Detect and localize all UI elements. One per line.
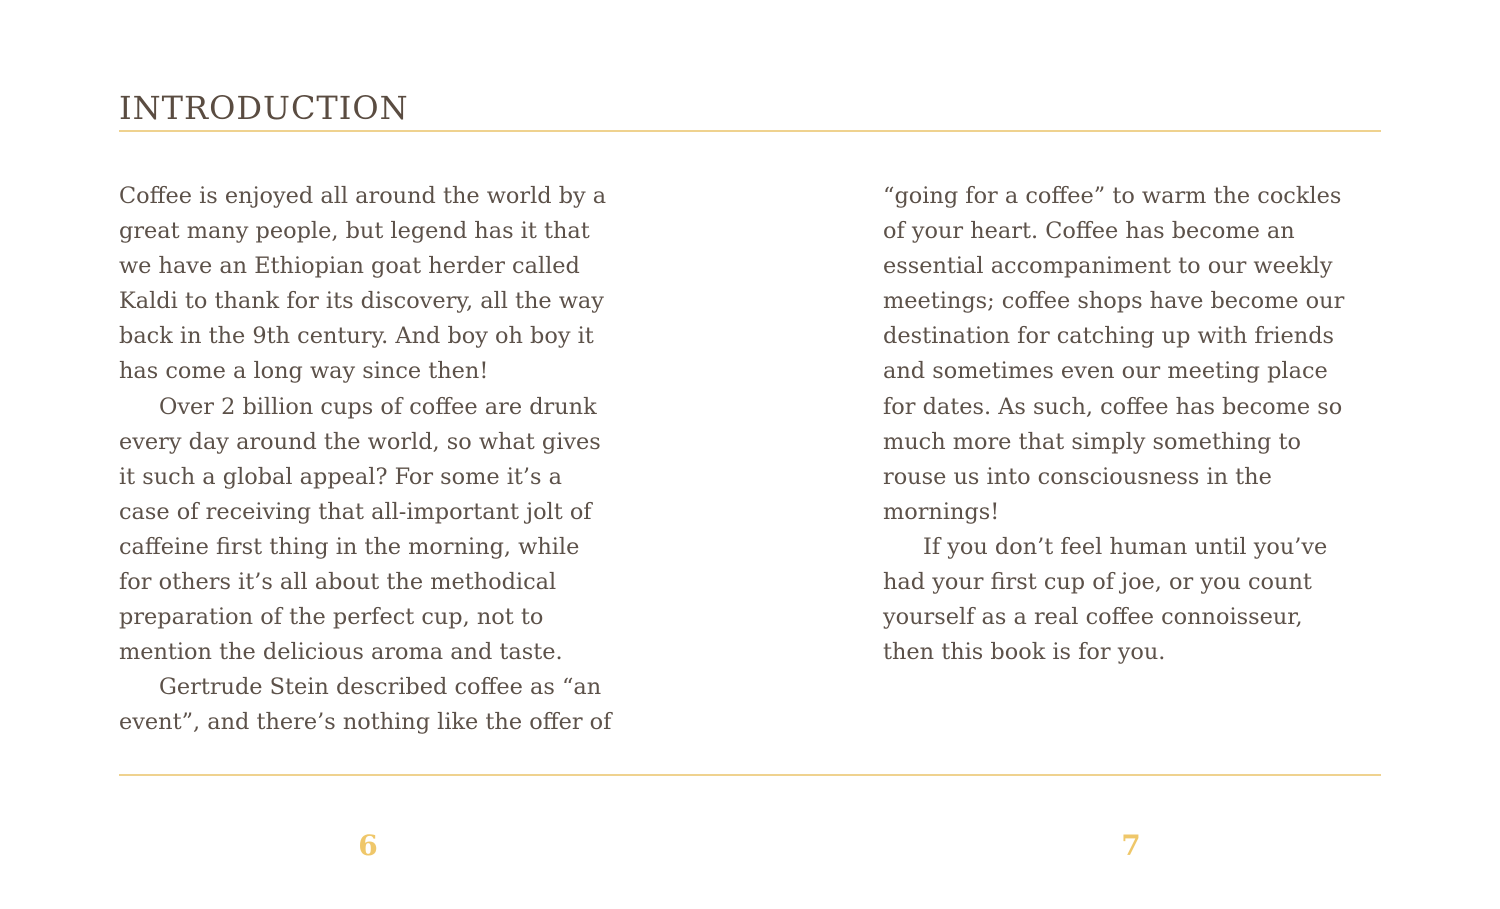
text-line: Coffee is enjoyed all around the world by a bbox=[119, 183, 607, 209]
text-line: preparation of the perfect cup, not to bbox=[119, 604, 544, 631]
top-divider bbox=[119, 130, 1381, 132]
page-number-left: 6 bbox=[358, 829, 378, 862]
text-line: it such a global appeal? For some it’s a bbox=[119, 463, 562, 490]
text-line: for dates. As such, coffee has become so bbox=[883, 393, 1343, 420]
text-line: event”, and there’s nothing like the offer of bbox=[119, 709, 612, 736]
paragraph-start-line: Gertrude Stein described coffee as “an bbox=[159, 674, 602, 701]
text-line: we have an Ethiopian goat herder called bbox=[119, 253, 580, 280]
chapter-title: INTRODUCTION bbox=[119, 89, 409, 127]
left-page-text bbox=[119, 179, 611, 741]
text-line: rouse us into consciousness in the bbox=[883, 463, 1272, 490]
bottom-divider bbox=[119, 774, 1381, 776]
text-line: every day around the world, so what gives bbox=[119, 428, 601, 455]
text-line: much more that simply something to bbox=[883, 428, 1301, 455]
text-line: caffeine first thing in the morning, while bbox=[119, 533, 580, 560]
right-page-text bbox=[883, 179, 1344, 670]
text-line: has come a long way since then! bbox=[119, 358, 489, 385]
text-line: case of receiving that all-important jolt of bbox=[119, 498, 592, 525]
text-line: yourself as a real coffee connoisseur, bbox=[883, 604, 1303, 631]
text-line: Kaldi to thank for its discovery, all the way bbox=[119, 288, 604, 315]
text-line: then this book is for you. bbox=[883, 639, 1166, 666]
text-line: and sometimes even our meeting place bbox=[883, 358, 1328, 385]
page-number-right: 7 bbox=[1121, 829, 1141, 862]
text-line: essential accompaniment to our weekly bbox=[883, 253, 1333, 280]
text-line: mornings! bbox=[883, 498, 1000, 525]
text-line: of your heart. Coffee has become an bbox=[883, 218, 1295, 245]
text-line: meetings; coffee shops have become our bbox=[883, 288, 1345, 315]
paragraph-start-line: Over 2 billion cups of coffee are drunk bbox=[159, 393, 597, 420]
text-line: destination for catching up with friends bbox=[883, 323, 1335, 350]
text-line: back in the 9th century. And boy oh boy it bbox=[119, 323, 594, 350]
text-line: mention the delicious aroma and taste. bbox=[119, 639, 563, 666]
text-line: had your first cup of joe, or you count bbox=[883, 569, 1312, 596]
paragraph-start-line: If you don’t feel human until you’ve bbox=[923, 533, 1328, 560]
text-line: great many people, but legend has it that bbox=[119, 218, 590, 245]
text-line: for others it’s all about the methodical bbox=[119, 569, 557, 596]
text-line: “going for a coffee” to warm the cockles bbox=[883, 183, 1342, 209]
